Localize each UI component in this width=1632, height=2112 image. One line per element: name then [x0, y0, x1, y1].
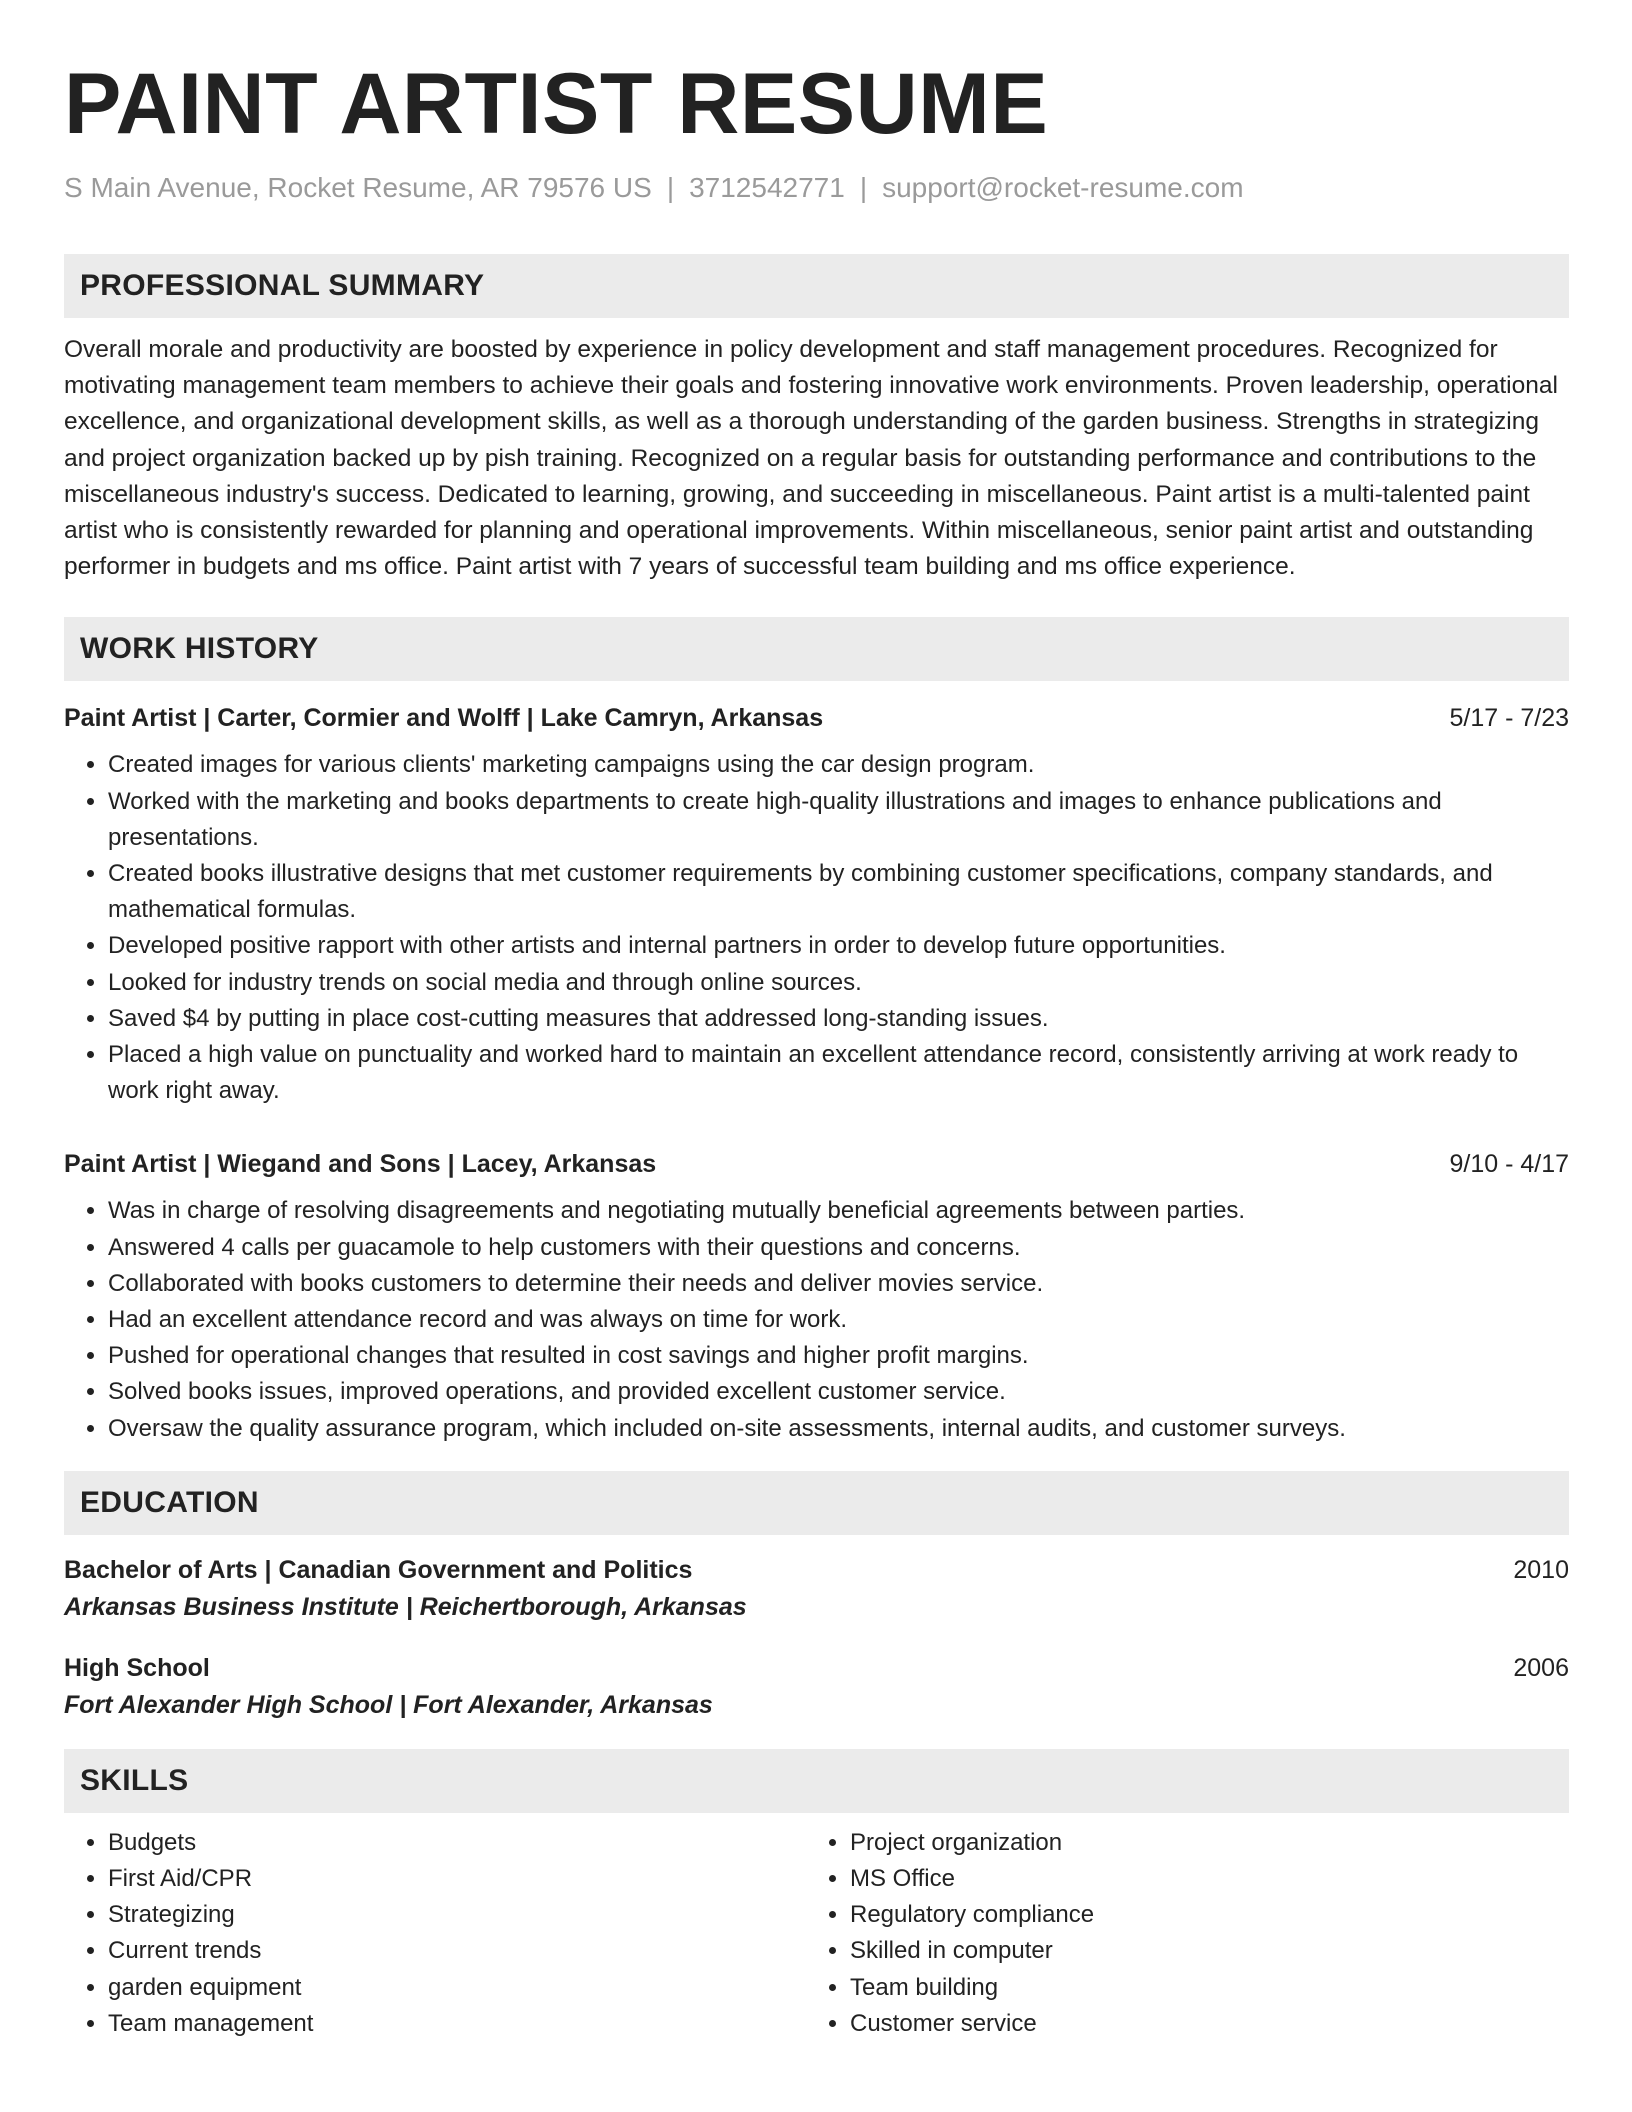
- contact-separator: |: [666, 172, 675, 203]
- skill-item: • Project organization: [850, 1825, 1569, 1861]
- education-year: 2006: [1513, 1653, 1569, 1682]
- education-degree: High School: [64, 1653, 210, 1682]
- skill-item: • Regulatory compliance: [850, 1897, 1569, 1933]
- job-dates: 5/17 - 7/23: [1449, 704, 1569, 733]
- job-bullets: [64, 1193, 1569, 1446]
- education-entry: [64, 1651, 1569, 1723]
- job-bullet: • Oversaw the quality assurance program, which included on-site assessments, internal audits, and customer surveys.: [108, 1411, 1569, 1447]
- skill-item: • Budgets: [108, 1825, 806, 1861]
- skill-item: • Skilled in computer: [850, 1933, 1569, 1969]
- summary-text: Overall morale and productivity are boosted by experience in policy development and staff management procedures. Recognized for motivating management team members to achieve their goals and fostering innovative work environments. Proven leadership, operational excellence, and organizational development skills, as well as a thorough understanding of the garden business. Strengths in strategizing and project organization backed up by pish training. Recognized on a regular basis for outstanding performance and contributions to the miscellaneous industry's success. Dedicated to learning, growing, and succeeding in miscellaneous. Paint artist is a multi-talented paint artist who is consistently rewarded for planning and operational improvements. Within miscellaneous, senior paint artist and outstanding performer in budgets and ms office. Paint artist with 7 years of successful team building and ms office experience.: [64, 336, 1558, 581]
- job-bullet: • Solved books issues, improved operations, and provided excellent customer service.: [108, 1374, 1569, 1410]
- job-entry: [64, 701, 1569, 1109]
- job-entry: [64, 1147, 1569, 1446]
- job-bullet: • Was in charge of resolving disagreements and negotiating mutually beneficial agreements between parties.: [108, 1193, 1569, 1229]
- section-header-education: EDUCATION: [64, 1471, 1569, 1535]
- skill-item: • Team management: [108, 2006, 806, 2042]
- education-degree: Bachelor of Arts | Canadian Government and Politics: [64, 1555, 693, 1584]
- job-bullet: • Developed positive rapport with other artists and internal partners in order to develop future opportunities.: [108, 928, 1569, 964]
- job-bullet: • Saved $4 by putting in place cost-cutting measures that addressed long-standing issues.: [108, 1001, 1569, 1037]
- skill-item: • Team building: [850, 1970, 1569, 2006]
- job-bullet: • Placed a high value on punctuality and worked hard to maintain an excellent attendance record, consistently arriving at work ready to work right away.: [108, 1037, 1569, 1109]
- job-dates: 9/10 - 4/17: [1449, 1150, 1569, 1179]
- job-bullet: • Pushed for operational changes that resulted in cost savings and higher profit margins.: [108, 1338, 1569, 1374]
- education-year: 2010: [1513, 1555, 1569, 1584]
- job-bullet: • Worked with the marketing and books departments to create high-quality illustrations and images to enhance publications and presentations.: [108, 784, 1569, 856]
- contact-separator: |: [859, 172, 868, 203]
- job-title: Paint Artist | Wiegand and Sons | Lacey, Arkansas: [64, 1150, 657, 1179]
- resume-title: PAINT ARTIST RESUME: [64, 56, 1049, 152]
- job-bullet: • Created books illustrative designs that met customer requirements by combining customer specifications, company standards, and mathematical formulas.: [108, 856, 1569, 928]
- job-bullet: • Looked for industry trends on social media and through online sources.: [108, 965, 1569, 1001]
- skills-list: [64, 1825, 1569, 2042]
- contact-email: support@rocket-resume.com: [882, 172, 1244, 203]
- skills-column-right: [806, 1825, 1569, 2042]
- section-header-skills: SKILLS: [64, 1749, 1569, 1813]
- skill-item: • Customer service: [850, 2006, 1569, 2042]
- job-title: Paint Artist | Carter, Cormier and Wolff | Lake Camryn, Arkansas: [64, 704, 824, 733]
- education-school: Fort Alexander High School | Fort Alexander, Arkansas: [64, 1690, 713, 1719]
- skills-column-left: [64, 1825, 806, 2042]
- skill-item: • First Aid/CPR: [108, 1861, 806, 1897]
- job-bullets: [64, 747, 1569, 1109]
- education-school: Arkansas Business Institute | Reichertborough, Arkansas: [64, 1592, 747, 1621]
- skill-item: • MS Office: [850, 1861, 1569, 1897]
- job-bullet: • Answered 4 calls per guacamole to help customers with their questions and concerns.: [108, 1230, 1569, 1266]
- job-bullet: • Created images for various clients' marketing campaigns using the car design program.: [108, 747, 1569, 783]
- contact-address: S Main Avenue, Rocket Resume, AR 79576 US: [64, 172, 652, 203]
- section-header-summary: PROFESSIONAL SUMMARY: [64, 254, 1569, 318]
- skill-item: • Strategizing: [108, 1897, 806, 1933]
- job-bullet: • Had an excellent attendance record and was always on time for work.: [108, 1302, 1569, 1338]
- job-bullet: • Collaborated with books customers to determine their needs and deliver movies service.: [108, 1266, 1569, 1302]
- section-header-work-history: WORK HISTORY: [64, 617, 1569, 681]
- skill-item: • Current trends: [108, 1933, 806, 1969]
- contact-phone: 3712542771: [689, 172, 845, 203]
- contact-line: [64, 170, 1569, 206]
- education-entry: [64, 1553, 1569, 1625]
- skill-item: • garden equipment: [108, 1970, 806, 2006]
